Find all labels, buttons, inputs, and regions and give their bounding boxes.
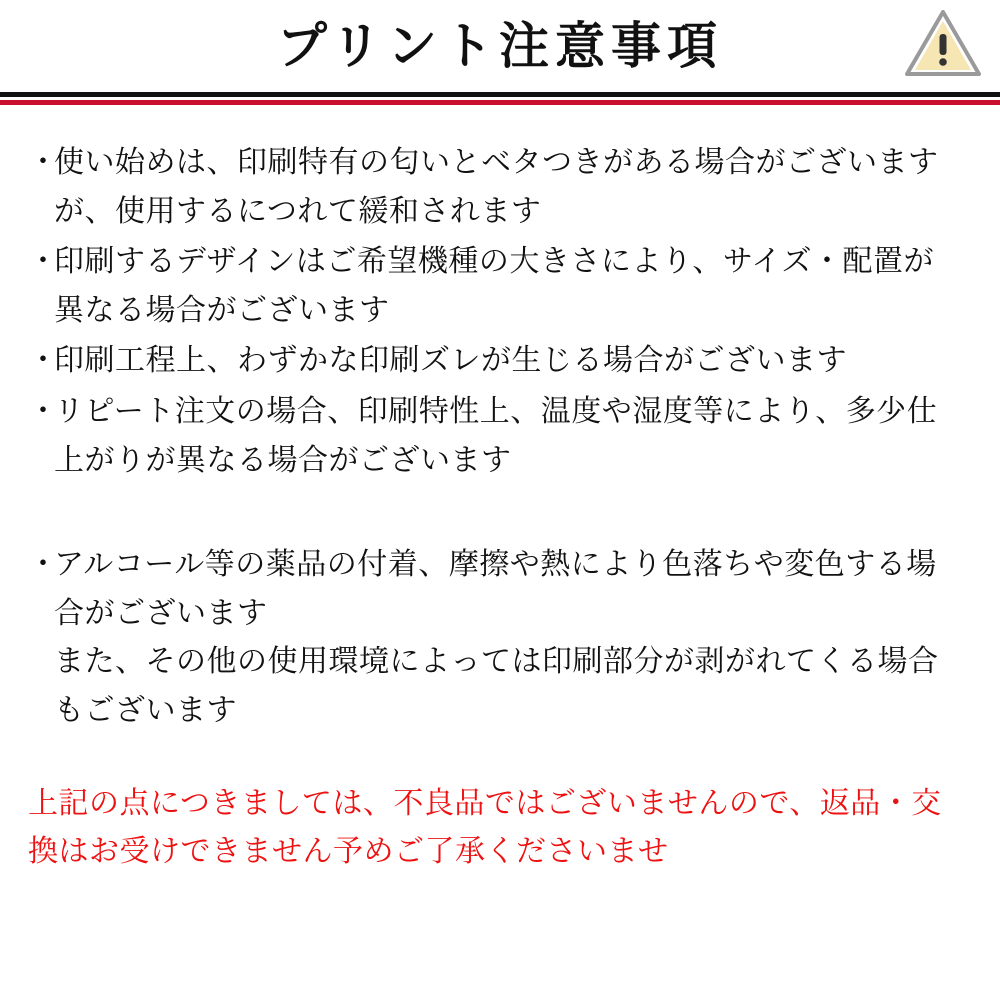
notes-list-secondary — [28, 541, 972, 735]
list-item-line: 上がりが異なる場合がございます — [54, 443, 512, 477]
bullet-icon: ・ — [28, 344, 59, 378]
return-policy-notice — [28, 780, 972, 876]
list-item-line: また、その他の使用環境によっては印刷部分が剥がれてくる場合 — [54, 645, 939, 679]
list-item — [28, 541, 972, 735]
list-item — [28, 337, 972, 386]
list-item-text — [54, 388, 972, 485]
list-item-text — [54, 541, 972, 735]
list-item-line: アルコール等の薬品の付着、摩擦や熱により色落ちや変色する場 — [54, 548, 937, 582]
list-item-text — [54, 238, 972, 335]
list-item-line: が、使用するにつれて緩和されます — [54, 194, 542, 228]
list-item-line: 異なる場合がございます — [54, 293, 390, 327]
warning-triangle-icon — [904, 8, 982, 80]
notes-content — [0, 105, 1000, 876]
list-item-text — [54, 337, 972, 386]
section-spacer — [28, 487, 972, 541]
bullet-icon: ・ — [28, 548, 59, 582]
page-title: プリント注意事項 — [277, 18, 723, 74]
page-header — [0, 0, 1000, 92]
list-item-line: 印刷するデザインはご希望機種の大きさにより、サイズ・配置が — [54, 245, 934, 279]
list-item-text — [54, 139, 972, 236]
list-item-line: もございます — [54, 693, 237, 727]
list-item-line: 印刷工程上、わずかな印刷ズレが生じる場合がございます — [54, 344, 847, 378]
list-item-line: 使い始めは、印刷特有の匂いとベタつきがある場合がございます — [54, 146, 939, 179]
bullet-icon: ・ — [28, 146, 59, 179]
notice-line: 換はお受けできません予めご了承くださいませ — [28, 834, 669, 868]
list-item-line: 合がございます — [54, 596, 268, 630]
notes-list-primary — [28, 139, 972, 485]
list-item — [28, 139, 972, 236]
notice-line: 上記の点につきましては、不良品ではございませんので、返品・交 — [28, 786, 942, 820]
list-item — [28, 388, 972, 485]
bullet-icon: ・ — [28, 394, 59, 428]
list-item-line: リピート注文の場合、印刷特性上、温度や湿度等により、多少仕 — [54, 394, 938, 428]
list-item — [28, 238, 972, 335]
bullet-icon: ・ — [28, 245, 59, 279]
